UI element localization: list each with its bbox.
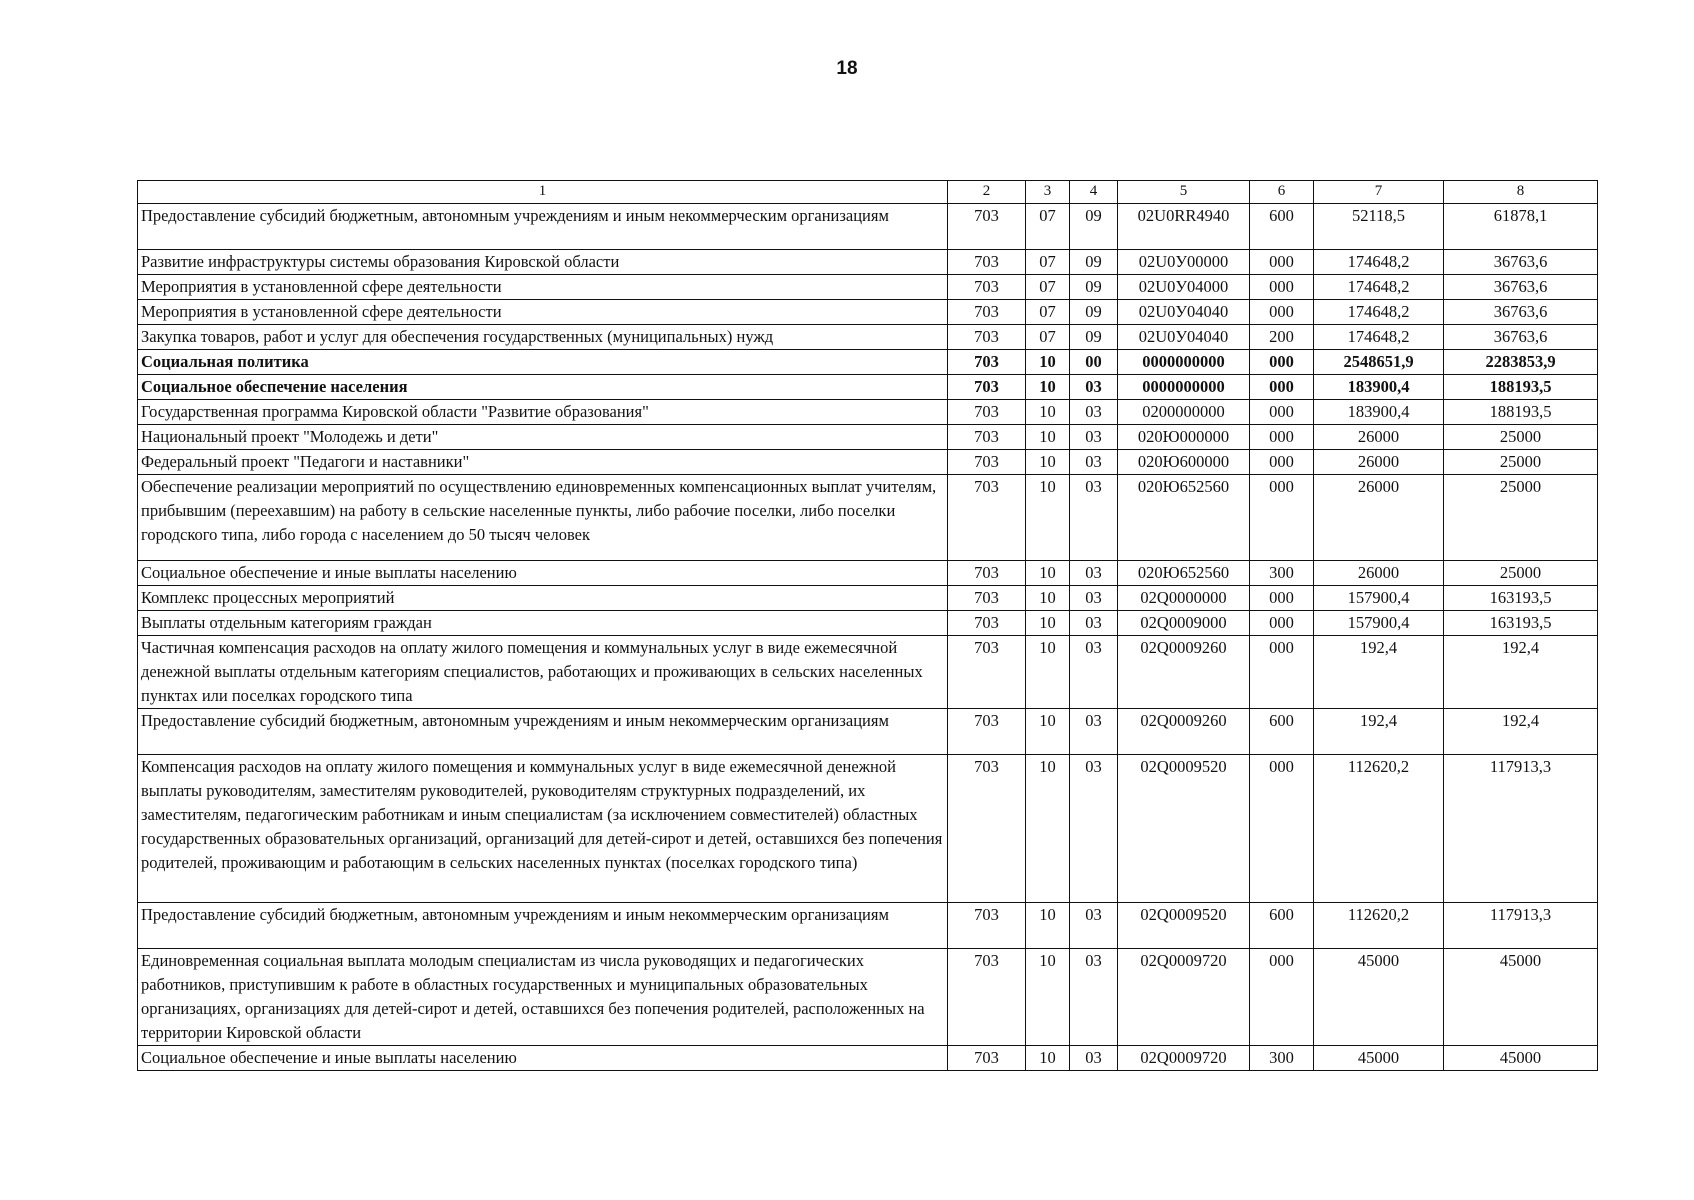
amount-year2-cell: 61878,1 (1444, 204, 1598, 250)
table-row (138, 400, 1598, 425)
section-cell: 10 (1026, 709, 1070, 755)
row-name-cell: Комплекс процессных мероприятий (138, 586, 948, 611)
section-cell: 10 (1026, 636, 1070, 709)
expense-type-cell: 000 (1250, 949, 1314, 1046)
target-article-cell: 02Q0009000 (1118, 611, 1250, 636)
amount-year2-cell: 36763,6 (1444, 250, 1598, 275)
amount-year2-cell: 188193,5 (1444, 375, 1598, 400)
admin-code-cell: 703 (948, 325, 1026, 350)
table-row (138, 1046, 1598, 1071)
target-article-cell: 020Ю600000 (1118, 450, 1250, 475)
amount-year2-cell: 117913,3 (1444, 755, 1598, 903)
section-cell: 10 (1026, 350, 1070, 375)
table-row (138, 350, 1598, 375)
amount-year2-cell: 36763,6 (1444, 275, 1598, 300)
section-cell: 07 (1026, 300, 1070, 325)
amount-year1-cell: 2548651,9 (1314, 350, 1444, 375)
amount-year1-cell: 52118,5 (1314, 204, 1444, 250)
admin-code-cell: 703 (948, 400, 1026, 425)
section-cell: 10 (1026, 586, 1070, 611)
admin-code-cell: 703 (948, 1046, 1026, 1071)
expense-type-cell: 300 (1250, 1046, 1314, 1071)
expense-type-cell: 000 (1250, 275, 1314, 300)
expense-type-cell: 000 (1250, 475, 1314, 561)
expense-type-cell: 000 (1250, 636, 1314, 709)
expense-type-cell: 000 (1250, 586, 1314, 611)
subsection-cell: 03 (1070, 425, 1118, 450)
target-article-cell: 02Q0009260 (1118, 636, 1250, 709)
row-name-cell: Единовременная социальная выплата молодым специалистам из числа руководящих и педагогических работников, приступившим к работе в областных государственных и муниципальных образовательных организациях, организациях для детей-сирот и детей, оставшихся без попечения родителей, расположенных на территории Кировской области (138, 949, 948, 1046)
row-name-cell: Предоставление субсидий бюджетным, автономным учреждениям и иным некоммерческим организациям (138, 903, 948, 949)
row-name-cell: Мероприятия в установленной сфере деятельности (138, 300, 948, 325)
admin-code-cell: 703 (948, 275, 1026, 300)
amount-year2-cell: 36763,6 (1444, 325, 1598, 350)
row-name-cell: Федеральный проект "Педагоги и наставники" (138, 450, 948, 475)
section-cell: 10 (1026, 475, 1070, 561)
expense-type-cell: 000 (1250, 350, 1314, 375)
admin-code-cell: 703 (948, 903, 1026, 949)
amount-year2-cell: 117913,3 (1444, 903, 1598, 949)
admin-code-cell: 703 (948, 586, 1026, 611)
amount-year1-cell: 192,4 (1314, 636, 1444, 709)
section-cell: 10 (1026, 611, 1070, 636)
section-cell: 10 (1026, 450, 1070, 475)
admin-code-cell: 703 (948, 949, 1026, 1046)
expense-type-cell: 600 (1250, 709, 1314, 755)
table-row (138, 755, 1598, 903)
target-article-cell: 0200000000 (1118, 400, 1250, 425)
table-row (138, 450, 1598, 475)
section-cell: 10 (1026, 903, 1070, 949)
amount-year1-cell: 26000 (1314, 475, 1444, 561)
expense-type-cell: 000 (1250, 375, 1314, 400)
target-article-cell: 0000000000 (1118, 375, 1250, 400)
target-article-cell: 02U0У04040 (1118, 325, 1250, 350)
admin-code-cell: 703 (948, 636, 1026, 709)
row-name-cell: Социальное обеспечение населения (138, 375, 948, 400)
section-cell: 10 (1026, 755, 1070, 903)
subsection-cell: 09 (1070, 204, 1118, 250)
page-number: 18 (836, 58, 858, 79)
expense-type-cell: 600 (1250, 903, 1314, 949)
expense-type-cell: 000 (1250, 755, 1314, 903)
admin-code-cell: 703 (948, 300, 1026, 325)
amount-year2-cell: 188193,5 (1444, 400, 1598, 425)
subsection-cell: 03 (1070, 903, 1118, 949)
subsection-cell: 09 (1070, 300, 1118, 325)
amount-year2-cell: 163193,5 (1444, 611, 1598, 636)
expense-type-cell: 000 (1250, 611, 1314, 636)
admin-code-cell: 703 (948, 450, 1026, 475)
column-header: 3 (1026, 181, 1070, 204)
admin-code-cell: 703 (948, 475, 1026, 561)
expense-type-cell: 000 (1250, 400, 1314, 425)
table-row (138, 709, 1598, 755)
section-cell: 10 (1026, 561, 1070, 586)
expense-type-cell: 000 (1250, 425, 1314, 450)
target-article-cell: 02Q0009720 (1118, 949, 1250, 1046)
row-name-cell: Мероприятия в установленной сфере деятельности (138, 275, 948, 300)
amount-year1-cell: 174648,2 (1314, 325, 1444, 350)
table-row (138, 903, 1598, 949)
amount-year1-cell: 157900,4 (1314, 586, 1444, 611)
target-article-cell: 02Q0009520 (1118, 755, 1250, 903)
section-cell: 07 (1026, 204, 1070, 250)
table-row (138, 611, 1598, 636)
amount-year2-cell: 2283853,9 (1444, 350, 1598, 375)
column-header: 4 (1070, 181, 1118, 204)
target-article-cell: 02U0RR4940 (1118, 204, 1250, 250)
amount-year1-cell: 157900,4 (1314, 611, 1444, 636)
target-article-cell: 020Ю652560 (1118, 475, 1250, 561)
subsection-cell: 09 (1070, 275, 1118, 300)
row-name-cell: Предоставление субсидий бюджетным, автономным учреждениям и иным некоммерческим организациям (138, 709, 948, 755)
amount-year1-cell: 112620,2 (1314, 755, 1444, 903)
admin-code-cell: 703 (948, 709, 1026, 755)
expense-type-cell: 300 (1250, 561, 1314, 586)
row-name-cell: Социальная политика (138, 350, 948, 375)
amount-year2-cell: 25000 (1444, 475, 1598, 561)
section-cell: 10 (1026, 425, 1070, 450)
column-header: 5 (1118, 181, 1250, 204)
target-article-cell: 02U0У04040 (1118, 300, 1250, 325)
table-row (138, 636, 1598, 709)
row-name-cell: Компенсация расходов на оплату жилого помещения и коммунальных услуг в виде ежемесячной денежной выплаты руководителям, заместителям руководителей, руководителям структурных подразделений, их заместителям, педагогическим работникам и иным специалистам (за исключением совместителей) областных государственных образовательных организаций, организаций для детей-сирот и детей, оставшихся без попечения родителей, проживающим и работающим в сельских населенных пунктах (поселках городского типа) (138, 755, 948, 903)
row-name-cell: Национальный проект "Молодежь и дети" (138, 425, 948, 450)
subsection-cell: 03 (1070, 450, 1118, 475)
column-header: 8 (1444, 181, 1598, 204)
subsection-cell: 03 (1070, 475, 1118, 561)
target-article-cell: 020Ю652560 (1118, 561, 1250, 586)
table-row (138, 561, 1598, 586)
expense-type-cell: 000 (1250, 300, 1314, 325)
row-name-cell: Частичная компенсация расходов на оплату жилого помещения и коммунальных услуг в виде ежемесячной денежной выплаты отдельным категориям специалистов, работающих и проживающих в сельских населенных пунктах или поселках городского типа (138, 636, 948, 709)
subsection-cell: 03 (1070, 1046, 1118, 1071)
admin-code-cell: 703 (948, 611, 1026, 636)
column-number-row (138, 181, 1598, 204)
admin-code-cell: 703 (948, 350, 1026, 375)
amount-year2-cell: 192,4 (1444, 709, 1598, 755)
target-article-cell: 02Q0009520 (1118, 903, 1250, 949)
row-name-cell: Социальное обеспечение и иные выплаты населению (138, 1046, 948, 1071)
target-article-cell: 02Q0009720 (1118, 1046, 1250, 1071)
section-cell: 10 (1026, 375, 1070, 400)
subsection-cell: 03 (1070, 709, 1118, 755)
amount-year2-cell: 192,4 (1444, 636, 1598, 709)
subsection-cell: 09 (1070, 250, 1118, 275)
amount-year2-cell: 25000 (1444, 561, 1598, 586)
subsection-cell: 03 (1070, 636, 1118, 709)
admin-code-cell: 703 (948, 561, 1026, 586)
subsection-cell: 09 (1070, 325, 1118, 350)
expense-type-cell: 200 (1250, 325, 1314, 350)
amount-year2-cell: 45000 (1444, 1046, 1598, 1071)
amount-year2-cell: 25000 (1444, 425, 1598, 450)
admin-code-cell: 703 (948, 250, 1026, 275)
expense-type-cell: 000 (1250, 450, 1314, 475)
section-cell: 07 (1026, 275, 1070, 300)
amount-year1-cell: 183900,4 (1314, 375, 1444, 400)
target-article-cell: 0000000000 (1118, 350, 1250, 375)
section-cell: 10 (1026, 1046, 1070, 1071)
admin-code-cell: 703 (948, 204, 1026, 250)
subsection-cell: 03 (1070, 586, 1118, 611)
section-cell: 10 (1026, 400, 1070, 425)
amount-year1-cell: 192,4 (1314, 709, 1444, 755)
expense-type-cell: 600 (1250, 204, 1314, 250)
amount-year1-cell: 174648,2 (1314, 300, 1444, 325)
row-name-cell: Государственная программа Кировской области "Развитие образования" (138, 400, 948, 425)
table-row (138, 425, 1598, 450)
table-row (138, 325, 1598, 350)
row-name-cell: Закупка товаров, работ и услуг для обеспечения государственных (муниципальных) нужд (138, 325, 948, 350)
row-name-cell: Социальное обеспечение и иные выплаты населению (138, 561, 948, 586)
amount-year1-cell: 45000 (1314, 949, 1444, 1046)
target-article-cell: 02U0У00000 (1118, 250, 1250, 275)
row-name-cell: Выплаты отдельным категориям граждан (138, 611, 948, 636)
table-row (138, 275, 1598, 300)
table-row (138, 375, 1598, 400)
target-article-cell: 02Q0000000 (1118, 586, 1250, 611)
admin-code-cell: 703 (948, 755, 1026, 903)
subsection-cell: 03 (1070, 375, 1118, 400)
admin-code-cell: 703 (948, 375, 1026, 400)
row-name-cell: Предоставление субсидий бюджетным, автономным учреждениям и иным некоммерческим организациям (138, 204, 948, 250)
table-row (138, 949, 1598, 1046)
table-row (138, 300, 1598, 325)
section-cell: 10 (1026, 949, 1070, 1046)
admin-code-cell: 703 (948, 425, 1026, 450)
row-name-cell: Развитие инфраструктуры системы образования Кировской области (138, 250, 948, 275)
amount-year1-cell: 26000 (1314, 561, 1444, 586)
row-name-cell: Обеспечение реализации мероприятий по осуществлению единовременных компенсационных выплат учителям, прибывшим (переехавшим) на работу в сельские населенные пункты, либо рабочие поселки, либо поселки городского типа, либо города с населением до 50 тысяч человек (138, 475, 948, 561)
target-article-cell: 020Ю000000 (1118, 425, 1250, 450)
amount-year2-cell: 36763,6 (1444, 300, 1598, 325)
subsection-cell: 03 (1070, 561, 1118, 586)
subsection-cell: 03 (1070, 949, 1118, 1046)
target-article-cell: 02Q0009260 (1118, 709, 1250, 755)
table-row (138, 204, 1598, 250)
amount-year2-cell: 45000 (1444, 949, 1598, 1046)
section-cell: 07 (1026, 325, 1070, 350)
amount-year1-cell: 45000 (1314, 1046, 1444, 1071)
table-row (138, 586, 1598, 611)
expense-type-cell: 000 (1250, 250, 1314, 275)
amount-year1-cell: 26000 (1314, 425, 1444, 450)
table-row (138, 250, 1598, 275)
subsection-cell: 00 (1070, 350, 1118, 375)
budget-table (137, 180, 1598, 1071)
amount-year1-cell: 174648,2 (1314, 275, 1444, 300)
amount-year1-cell: 112620,2 (1314, 903, 1444, 949)
column-header: 6 (1250, 181, 1314, 204)
amount-year2-cell: 163193,5 (1444, 586, 1598, 611)
amount-year1-cell: 183900,4 (1314, 400, 1444, 425)
amount-year1-cell: 26000 (1314, 450, 1444, 475)
table-row (138, 475, 1598, 561)
column-header: 7 (1314, 181, 1444, 204)
column-header: 1 (138, 181, 948, 204)
subsection-cell: 03 (1070, 755, 1118, 903)
column-header: 2 (948, 181, 1026, 204)
subsection-cell: 03 (1070, 611, 1118, 636)
amount-year1-cell: 174648,2 (1314, 250, 1444, 275)
target-article-cell: 02U0У04000 (1118, 275, 1250, 300)
subsection-cell: 03 (1070, 400, 1118, 425)
amount-year2-cell: 25000 (1444, 450, 1598, 475)
section-cell: 07 (1026, 250, 1070, 275)
